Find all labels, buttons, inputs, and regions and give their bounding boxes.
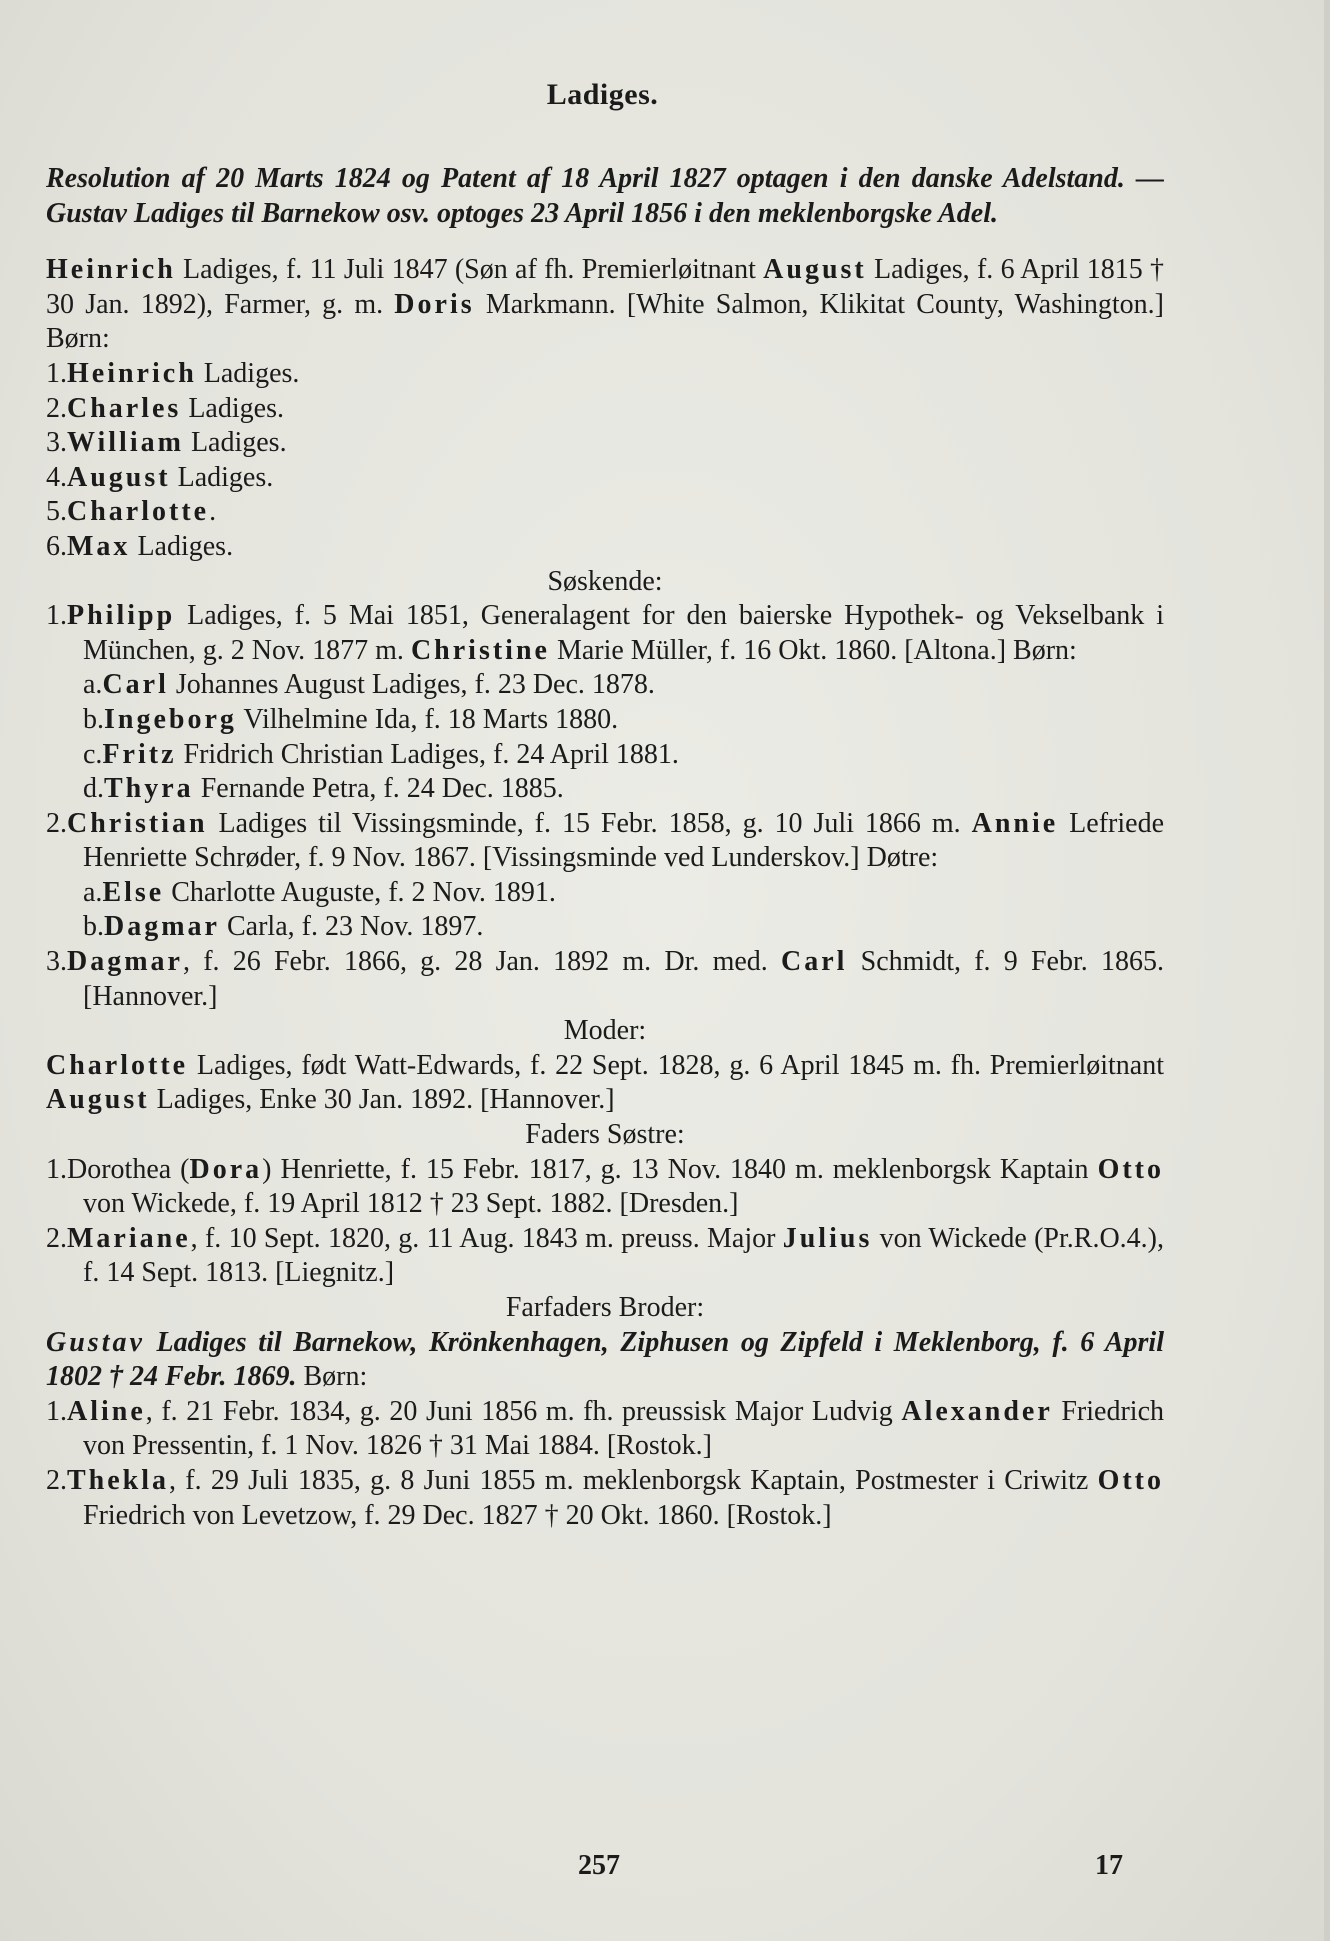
item-text: Ladiges til Barnekow, Krönkenhagen, Ziphusen og Zipfeld i Meklenborg, f. 6 April 1802 † 24 Febr. 1869. xyxy=(46,1326,1164,1393)
item-text: ) Henriette, f. 15 Febr. 1817, g. 13 Nov. 1840 m. meklenborgsk Kaptain xyxy=(262,1153,1098,1185)
mother-name: Charlotte xyxy=(46,1049,189,1081)
list-item xyxy=(46,910,1164,945)
item-number: b. xyxy=(83,703,104,735)
item-number: 1. xyxy=(46,357,67,389)
page-number: 257 xyxy=(578,1850,620,1881)
mother-entry xyxy=(46,1049,1164,1118)
item-name: Thyra xyxy=(104,773,194,805)
item-number: 3. xyxy=(46,946,67,978)
item-text: Dorothea ( xyxy=(67,1153,190,1185)
item-text: von Wickede (Pr.R.O.4.), f. 14 Sept. 1813. [Liegnitz.] xyxy=(83,1222,1165,1289)
item-number: 1. xyxy=(46,600,67,632)
list-item xyxy=(46,495,1164,530)
intro-paragraph: Resolution af 20 Marts 1824 og Patent af 18 April 1827 optagen i den danske Adelstand. — Gustav Ladiges til Barnekow osv. optoges 23 April 1856 i den meklenborgske Adel. xyxy=(46,163,1164,229)
item-name: Dagmar xyxy=(67,946,183,978)
spouse-name: Annie xyxy=(971,807,1059,839)
item-text: Ladiges. xyxy=(181,392,284,424)
sibling-entry xyxy=(46,807,1164,876)
item-text: Marie Müller, f. 16 Okt. 1860. [Altona.] Børn: xyxy=(549,634,1077,666)
section-heading-aunts: Faders Søstre: xyxy=(525,1119,685,1151)
item-text: Ladiges, f. 5 Mai 1851, Generalagent for den baierske Hypothek- og Vekselbank i München, g. 2 Nov. 1877 m. xyxy=(83,600,1164,666)
spouse-name: August xyxy=(46,1084,150,1116)
main-text-3: Markmann. [White Salmon, Klikitat County, Washington.] Børn: xyxy=(46,288,1164,355)
item-text: Friedrich von Pressentin, f. 1 Nov. 1826 † 31 Mai 1884. [Rostok.] xyxy=(83,1395,1164,1462)
item-name: Else xyxy=(102,876,165,908)
page-footer xyxy=(0,1850,1330,1890)
item-name: William xyxy=(67,427,184,459)
page-title: Ladiges. xyxy=(546,78,659,111)
item-name: Charlotte xyxy=(67,496,210,528)
document-body xyxy=(46,162,1164,1533)
item-name: Mariane xyxy=(67,1222,191,1254)
item-text: von Wickede, f. 19 April 1812 † 23 Sept. 1882. [Dresden.] xyxy=(83,1188,739,1220)
item-name: Philipp xyxy=(67,600,176,632)
item-text: Carla, f. 23 Nov. 1897. xyxy=(219,911,484,943)
main-text-2: Ladiges, f. 6 April 1815 † 30 Jan. 1892), Farmer, g. m. xyxy=(46,254,1164,320)
item-number: b. xyxy=(83,911,104,943)
item-number: a. xyxy=(83,669,103,701)
item-number: d. xyxy=(83,773,104,805)
item-text: Ladiges. xyxy=(183,427,287,459)
item-number: 1. xyxy=(46,1153,67,1185)
item-number: 2. xyxy=(46,1222,67,1254)
item-text: , f. 26 Febr. 1866, g. 28 Jan. 1892 m. Dr. med. xyxy=(182,946,782,978)
list-item xyxy=(46,1464,1164,1533)
item-text: Johannes August Ladiges, f. 23 Dec. 1878. xyxy=(168,669,655,701)
list-item xyxy=(46,357,1164,392)
item-number: c. xyxy=(83,738,103,770)
section-heading-uncle: Farfaders Broder: xyxy=(505,1292,705,1323)
item-name: Dagmar xyxy=(104,911,220,943)
item-text: Ladiges, født Watt-Edwards, f. 22 Sept. 1828, g. 6 April 1845 m. fh. Premierløitnant xyxy=(188,1049,1164,1081)
item-name: Carl xyxy=(102,669,169,701)
item-text: . xyxy=(209,496,217,528)
item-text: Ladiges til Vissingsminde, f. 15 Febr. 1858, g. 10 Juli 1866 m. xyxy=(207,807,972,839)
item-text: Ladiges, Enke 30 Jan. 1892. [Hannover.] xyxy=(149,1084,615,1116)
item-number: 2. xyxy=(46,392,67,424)
spouse-name: Otto xyxy=(1097,1153,1164,1185)
uncle-entry xyxy=(46,1326,1164,1395)
item-text: , f. 29 Juli 1835, g. 8 Juni 1855 m. meklenborgsk Kaptain, Postmester i Criwitz xyxy=(169,1464,1098,1496)
item-number: 2. xyxy=(46,1464,67,1496)
item-name: Dora xyxy=(189,1153,263,1185)
item-name: Thekla xyxy=(67,1464,170,1496)
father-name: August xyxy=(763,254,867,286)
wife-name: Doris xyxy=(394,288,475,320)
item-number: 6. xyxy=(46,530,67,562)
item-text: Charlotte Auguste, f. 2 Nov. 1891. xyxy=(164,876,556,908)
list-item xyxy=(46,392,1164,427)
item-number: 4. xyxy=(46,461,67,493)
sibling-entry xyxy=(46,599,1164,668)
spouse-name: Alexander xyxy=(901,1395,1053,1427)
item-text: Vilhelmine Ida, f. 18 Marts 1880. xyxy=(236,703,619,735)
item-number: 5. xyxy=(46,496,67,528)
list-item xyxy=(46,738,1164,773)
spouse-name: Carl xyxy=(781,946,848,978)
item-text: Fernande Petra, f. 24 Dec. 1885. xyxy=(193,773,564,805)
spouse-name: Christine xyxy=(410,634,550,666)
spouse-name: Julius xyxy=(782,1222,873,1254)
list-item xyxy=(46,772,1164,807)
main-entry xyxy=(46,253,1164,357)
item-text: Ladiges. xyxy=(130,530,234,562)
item-name: August xyxy=(67,461,171,493)
item-text: Friedrich von Levetzow, f. 29 Dec. 1827 † 20 Okt. 1860. [Rostok.] xyxy=(83,1499,832,1531)
item-name: Heinrich xyxy=(67,357,197,389)
item-number: 2. xyxy=(46,807,67,839)
item-text: Fridrich Christian Ladiges, f. 24 April 1881. xyxy=(176,738,679,770)
item-name: Charles xyxy=(67,392,182,424)
item-text: Schmidt, f. 9 Febr. 1865. [Hannover.] xyxy=(83,946,1164,1012)
list-item xyxy=(46,876,1164,911)
signature-mark: 17 xyxy=(1095,1850,1123,1881)
item-name: Ingeborg xyxy=(104,703,237,735)
item-text: , f. 21 Febr. 1834, g. 20 Juni 1856 m. fh. preussisk Major Ludvig xyxy=(145,1395,902,1427)
item-text: Børn: xyxy=(296,1361,368,1393)
spouse-name: Otto xyxy=(1097,1464,1164,1496)
page-edge xyxy=(1324,0,1330,1941)
list-item xyxy=(46,426,1164,461)
item-text: , f. 10 Sept. 1820, g. 11 Aug. 1843 m. preuss. Major xyxy=(190,1222,783,1254)
main-text-1: Ladiges, f. 11 Juli 1847 (Søn af fh. Premierløitnant xyxy=(175,254,764,286)
item-number: a. xyxy=(83,876,103,908)
list-item xyxy=(46,461,1164,496)
item-text: Ladiges. xyxy=(170,461,274,493)
section-heading-siblings: Søskende: xyxy=(547,565,663,597)
list-item xyxy=(46,530,1164,565)
list-item xyxy=(46,668,1164,703)
item-name: Christian xyxy=(67,807,208,839)
item-number: 3. xyxy=(46,427,67,459)
section-heading-mother: Moder: xyxy=(563,1015,647,1047)
item-name: Max xyxy=(67,530,131,562)
aunt-entry xyxy=(46,1222,1164,1291)
item-number: 1. xyxy=(46,1395,67,1427)
list-item xyxy=(46,703,1164,738)
item-name: Fritz xyxy=(102,738,177,770)
sibling-entry xyxy=(46,945,1164,1014)
item-name: Aline xyxy=(67,1395,146,1427)
aunt-entry xyxy=(46,1153,1164,1222)
children-list xyxy=(46,357,1164,565)
item-text: Ladiges. xyxy=(196,357,300,389)
main-name: Heinrich xyxy=(46,254,176,286)
list-item xyxy=(46,1395,1164,1464)
item-text: Lefriede Henriette Schrøder, f. 9 Nov. 1867. [Vissingsminde ved Lunderskov.] Døtre: xyxy=(83,807,1164,874)
uncle-name: Gustav xyxy=(46,1326,145,1358)
